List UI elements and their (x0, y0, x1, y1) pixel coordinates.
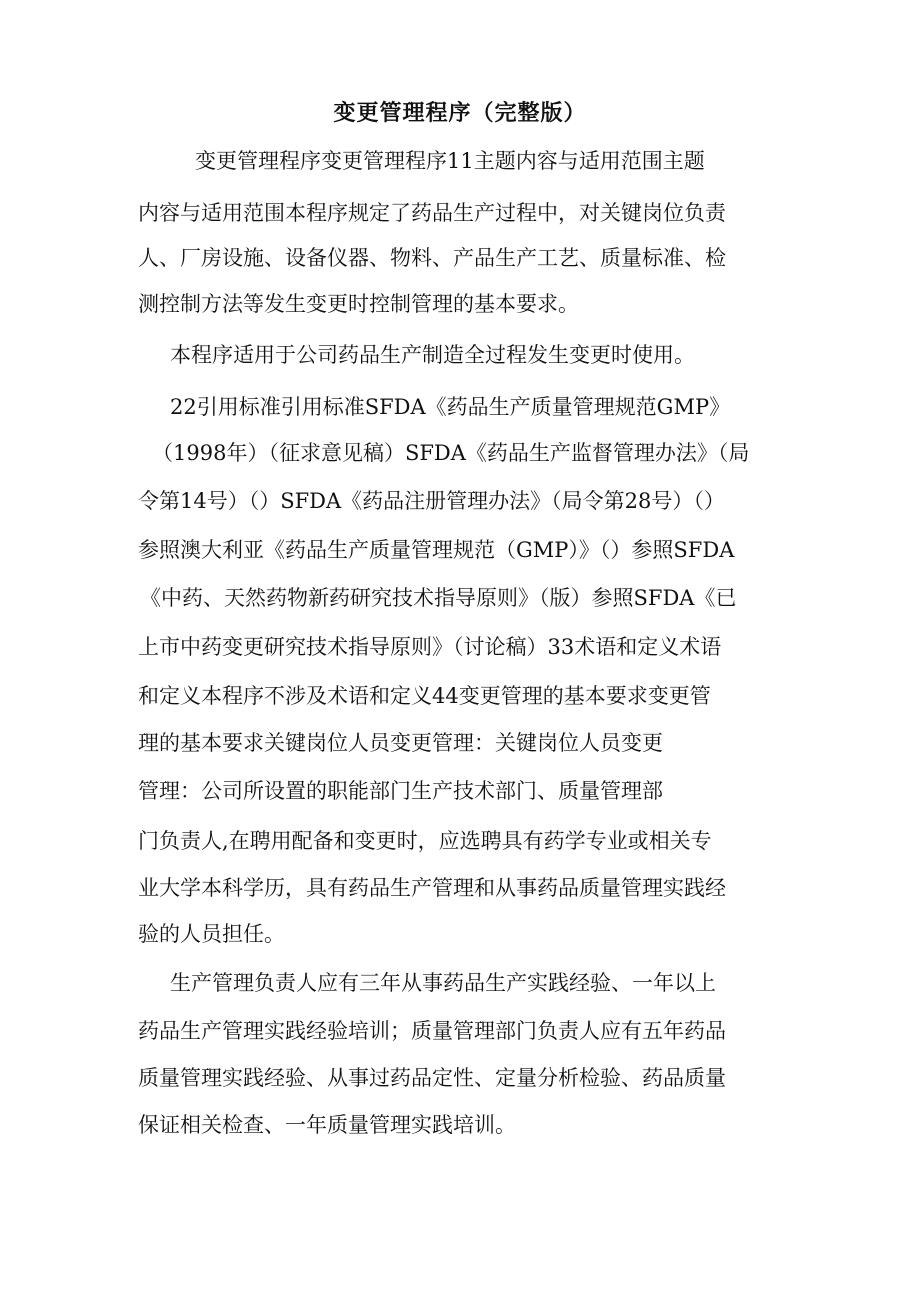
paragraph-line: 理的基本要求关键岗位人员变更管理：关键岗位人员变更 (138, 731, 663, 755)
paragraph-line: 22引用标准引用标准SFDA《药品生产质量管理规范GMP》 (170, 395, 731, 419)
paragraph-line: 生产管理负责人应有三年从事药品生产实践经验、一年以上 (170, 971, 716, 995)
paragraph-line: （1998年）（征求意见稿）SFDA《药品生产监督管理办法》（局 (152, 441, 750, 465)
paragraph-line: 人、厂房设施、设备仪器、物料、产品生产工艺、质量标准、检 (138, 246, 726, 270)
paragraph-line: 《中药、天然药物新药研究技术指导原则》（版）参照SFDA《已 (140, 586, 737, 610)
paragraph-line: 内容与适用范围本程序规定了药品生产过程中，对关键岗位负责 (138, 201, 726, 225)
paragraph-line: 参照澳大利亚《药品生产质量管理规范（GMP）》（）参照SFDA (138, 538, 735, 562)
paragraph-line: 质量管理实践经验、从事过药品定性、定量分析检验、药品质量 (138, 1066, 726, 1090)
paragraph-line: 保证相关检查、一年质量管理实践培训。 (138, 1113, 516, 1137)
paragraph-line: 变更管理程序变更管理程序11主题内容与适用范围主题 (195, 149, 705, 173)
paragraph-line: 本程序适用于公司药品生产制造全过程发生变更时使用。 (170, 343, 695, 367)
paragraph-line: 业大学本科学历，具有药品生产管理和从事药品质量管理实践经 (138, 876, 726, 900)
paragraph-line: 上市中药变更研究技术指导原则》（讨论稿）33术语和定义术语 (138, 635, 722, 659)
paragraph-line: 和定义本程序不涉及术语和定义44变更管理的基本要求变更管 (138, 684, 711, 708)
paragraph-line: 管理：公司所设置的职能部门生产技术部门、质量管理部 (138, 779, 663, 803)
paragraph-line: 测控制方法等发生变更时控制管理的基本要求。 (138, 292, 579, 316)
paragraph-line: 药品生产管理实践经验培训；质量管理部门负责人应有五年药品 (138, 1019, 726, 1043)
document-title: 变更管理程序（完整版） (333, 100, 587, 126)
paragraph-line: 门负责人,在聘用配备和变更时，应选聘具有药学专业或相关专 (138, 829, 712, 853)
paragraph-line: 验的人员担任。 (138, 922, 285, 946)
paragraph-line: 令第14号）（）SFDA《药品注册管理办法》（局令第28号）（） (138, 489, 725, 513)
